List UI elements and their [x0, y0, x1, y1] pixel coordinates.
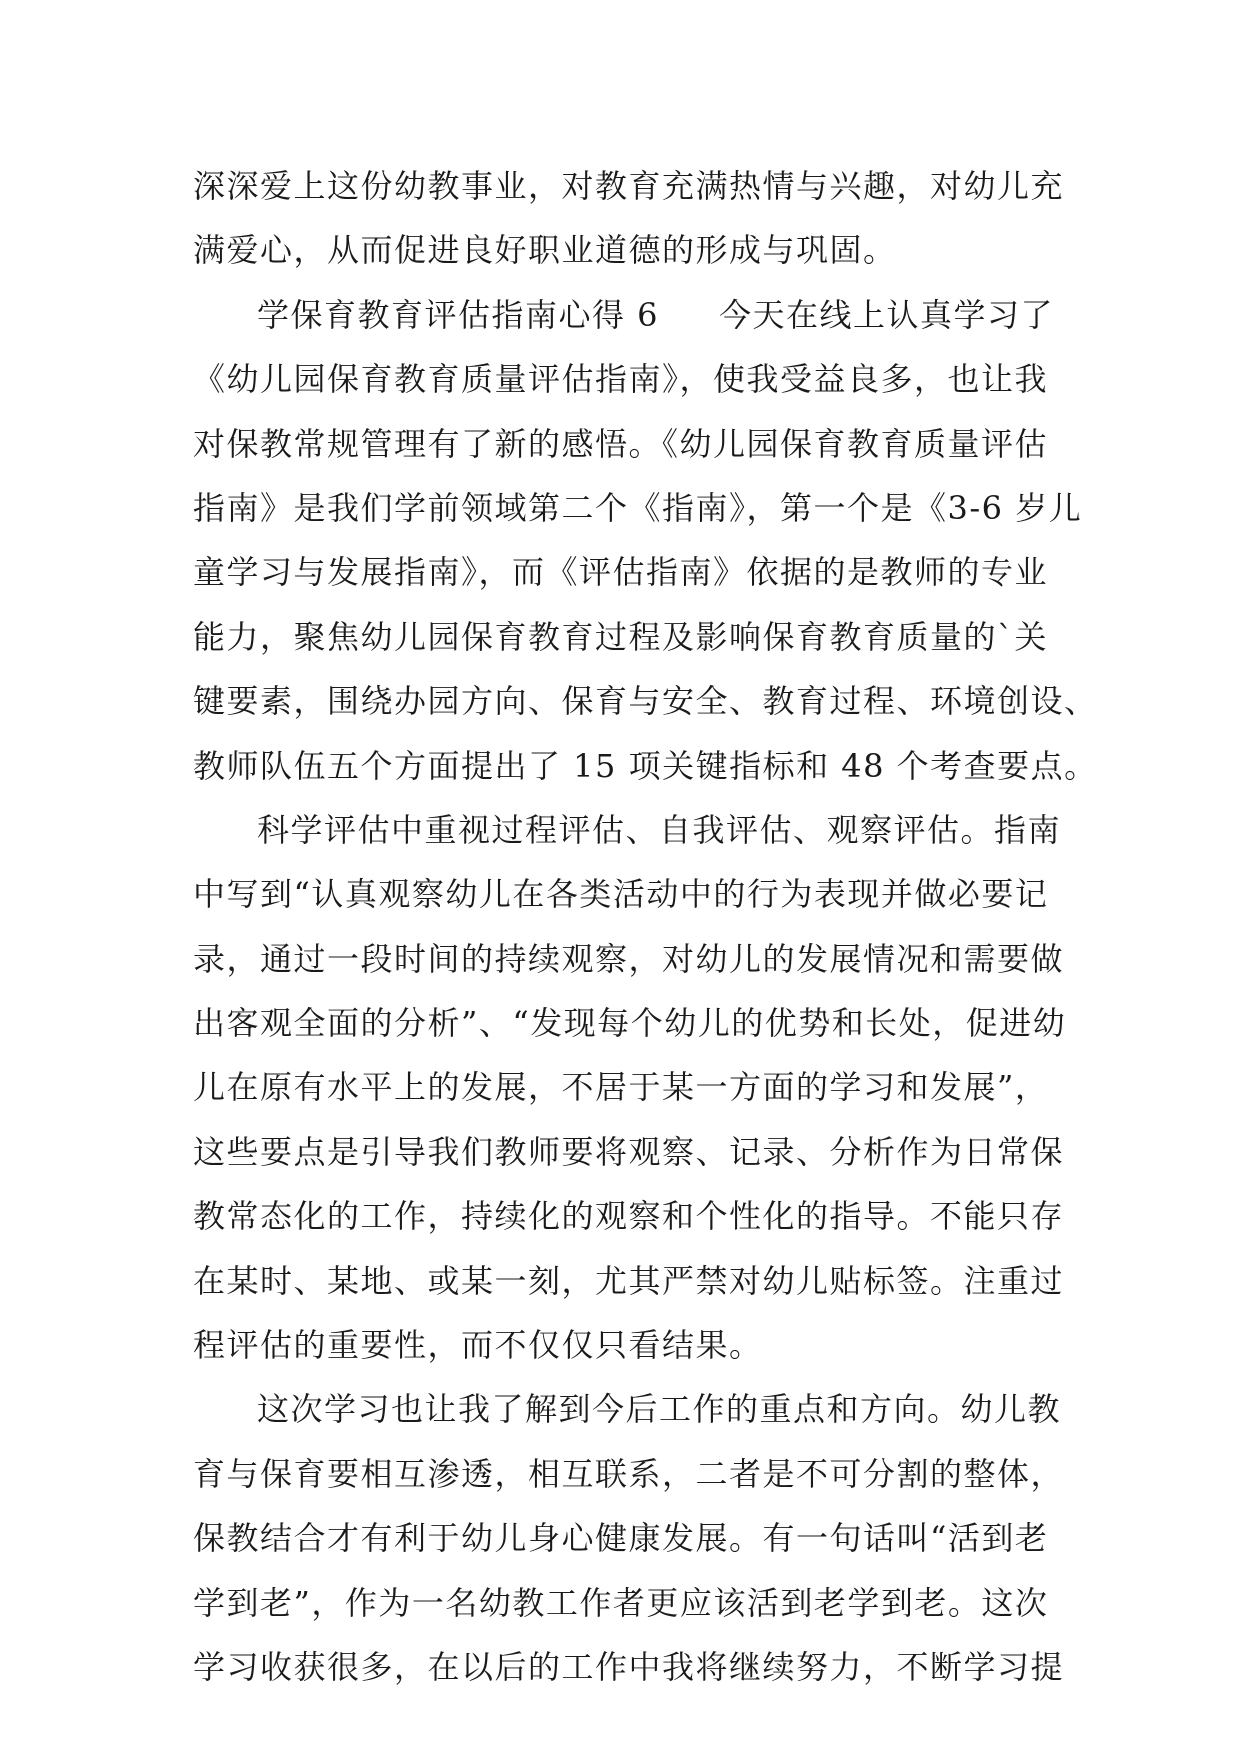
- text-line: 能力，聚焦幼儿园保育教育过程及影响保育教育质量的`关: [193, 617, 1049, 656]
- text-line: 这些要点是引导我们教师要将观察、记录、分析作为日常保: [193, 1132, 1065, 1171]
- section-heading: 学保育教育评估指南心得 6: [257, 295, 660, 334]
- text-line: 学到老”，作为一名幼教工作者更应该活到老学到老。这次: [193, 1583, 1049, 1622]
- text-line: 童学习与发展指南》，而《评估指南》依据的是教师的专业: [193, 553, 1049, 592]
- text-line: 学习收获很多，在以后的工作中我将继续努力，不断学习提: [193, 1647, 1065, 1686]
- text-line: 育与保育要相互渗透，相互联系，二者是不可分割的整体，: [193, 1454, 1065, 1493]
- text-segment: 今天在线上认真学习了: [719, 295, 1055, 334]
- paragraph-3: [193, 798, 1073, 1378]
- document-body: [193, 154, 1098, 1699]
- text-line: 指南》是我们学前领域第二个《指南》，第一个是《3-6 岁儿: [193, 488, 1083, 527]
- text-line: 儿在原有水平上的发展，不居于某一方面的学习和发展”，: [193, 1068, 1049, 1107]
- paragraph-4: [193, 1377, 1073, 1699]
- text-line: 满爱心，从而促进良好职业道德的形成与巩固。: [193, 231, 897, 270]
- text-line: 在某时、某地、或某一刻，尤其严禁对幼儿贴标签。注重过: [193, 1261, 1065, 1300]
- text-line: 程评估的重要性，而不仅仅只看结果。: [193, 1326, 763, 1365]
- text-line: 教常态化的工作，持续化的观察和个性化的指导。不能只存: [193, 1197, 1065, 1236]
- text-line: 这次学习也让我了解到今后工作的重点和方向。幼儿教: [257, 1390, 1062, 1429]
- text-line: 深深爱上这份幼教事业，对教育充满热情与兴趣，对幼儿充: [193, 167, 1065, 205]
- text-line: 录，通过一段时间的持续观察，对幼儿的发展情况和需要做: [193, 939, 1065, 978]
- paragraph-1: [193, 154, 1073, 283]
- paragraph-2: [193, 283, 1098, 798]
- text-line: [193, 283, 1073, 347]
- text-line: 中写到“认真观察幼儿在各类活动中的行为表现并做必要记: [193, 875, 1049, 914]
- text-line: 教师队伍五个方面提出了 15 项关键指标和 48 个考查要点。: [193, 746, 1098, 785]
- text-line: 对保教常规管理有了新的感悟。《幼儿园保育教育质量评估: [193, 424, 1049, 463]
- text-line: 科学评估中重视过程评估、自我评估、观察评估。指南: [257, 810, 1062, 849]
- text-line: 《幼儿园保育教育质量评估指南》，使我受益良多，也让我: [193, 360, 1049, 399]
- text-line: 出客观全面的分析”、“发现每个幼儿的优势和长处，促进幼: [193, 1004, 1067, 1043]
- text-line: 保教结合才有利于幼儿身心健康发展。有一句话叫“活到老: [193, 1519, 1049, 1558]
- text-line: 键要素，围绕办园方向、保育与安全、教育过程、环境创设、: [193, 682, 1098, 721]
